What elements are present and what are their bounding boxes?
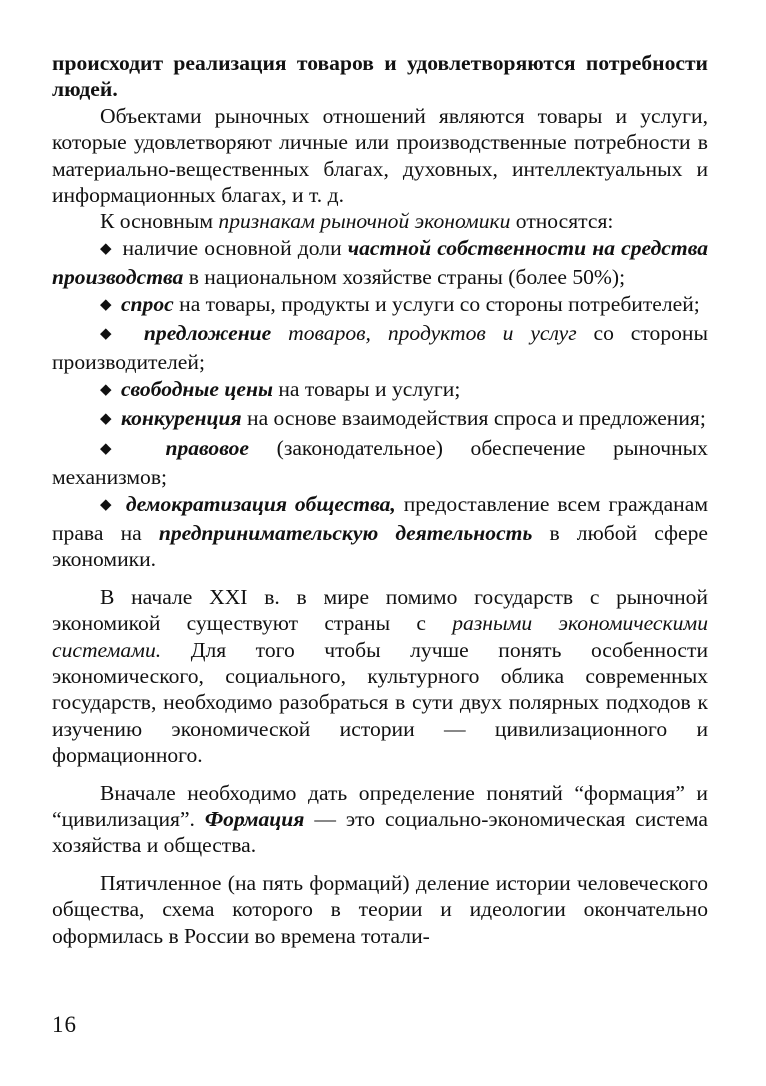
diamond-bullet-icon: ◆ [100, 381, 112, 398]
text-run: на товары, продукты и услуги со стороны потребителей; [173, 291, 700, 316]
key-term: свободные цены [120, 376, 273, 401]
text-run: К основным [100, 209, 219, 234]
paragraph-5 [52, 780, 708, 859]
key-term: предложение [143, 321, 272, 346]
bold-text: происходит реализация товаров и удовлетворяются потребности людей. [52, 51, 708, 102]
diamond-bullet-icon: ◆ [100, 296, 112, 313]
paragraph-4 [52, 584, 708, 769]
paragraph-1 [52, 50, 708, 103]
paragraph-text: Пятичленное (на пять формаций) деление истории человеческого общества, схема которого в теории и идеологии окончательно оформилась в России во времена тотали- [52, 870, 708, 948]
paragraph-2 [52, 103, 708, 209]
body-text [52, 50, 708, 949]
bullet-item-6 [52, 435, 708, 491]
diamond-bullet-icon: ◆ [100, 326, 124, 343]
text-run: относятся: [510, 209, 614, 234]
italic-term: признакам рыночной экономики [218, 209, 511, 234]
text-run: на товары и услуги; [272, 376, 461, 401]
text-run: предоставление всем гражданам права на [52, 491, 708, 545]
text-run: Вначале необходимо дать определение понятий “формация” и “цивилизация”. [52, 780, 708, 831]
bullet-item-5 [52, 405, 708, 434]
paragraph-6 [52, 870, 708, 949]
text-run: на основе взаимодействия спроса и предложения; [241, 406, 706, 431]
paragraph-text: Объектами рыночных отношений являются товары и услуги, которые удовлетворяют личные или производственные потребности в материально-вещественных благах, духовных, интеллектуальных и информационных благах, и т. д. [52, 103, 708, 208]
diamond-bullet-icon: ◆ [100, 440, 134, 457]
text-run: со стороны производителей; [52, 321, 708, 375]
diamond-bullet-icon: ◆ [100, 496, 115, 513]
page-number: 16 [52, 1012, 77, 1037]
key-term: демократизация общества, [125, 491, 396, 516]
key-term: конкуренция [120, 406, 242, 431]
key-term: Формация [204, 806, 305, 831]
bullet-item-3 [52, 320, 708, 376]
text-run: Для того чтобы лучше понять особенности экономического, социального, культурного облика современных государств, необходимо разобраться в сути двух полярных подходов к изучению экономической истории — цивилизационного и формационного. [52, 637, 708, 768]
text-run: — это социально-экономическая система хозяйства и общества. [52, 806, 708, 858]
key-term: правовое [165, 435, 249, 460]
key-term: частной собственности на средства производства [52, 235, 708, 290]
text-run: наличие основной доли [122, 235, 348, 260]
diamond-bullet-icon: ◆ [100, 240, 113, 257]
bullet-item-2 [52, 291, 708, 320]
paragraph-3 [52, 208, 708, 234]
text-run: в национальном хозяйстве страны (более 50%); [183, 265, 626, 290]
text-run: В начале XXI в. в мире помимо государств с рыночной экономикой существуют страны с [52, 584, 708, 636]
bullet-item-7 [52, 491, 708, 573]
bullet-item-4 [52, 376, 708, 405]
italic-term: товаров, продуктов и услуг [271, 321, 577, 346]
italic-term: разными экономическими системами. [52, 611, 708, 662]
key-term: предпринимательскую деятельность [158, 520, 533, 545]
diamond-bullet-icon: ◆ [100, 411, 112, 428]
text-run: (законодательное) обеспечение рыночных механизмов; [52, 435, 708, 490]
key-term: спрос [120, 291, 174, 316]
text-run: в любой сфере экономики. [52, 520, 708, 572]
bullet-item-1 [52, 235, 708, 291]
